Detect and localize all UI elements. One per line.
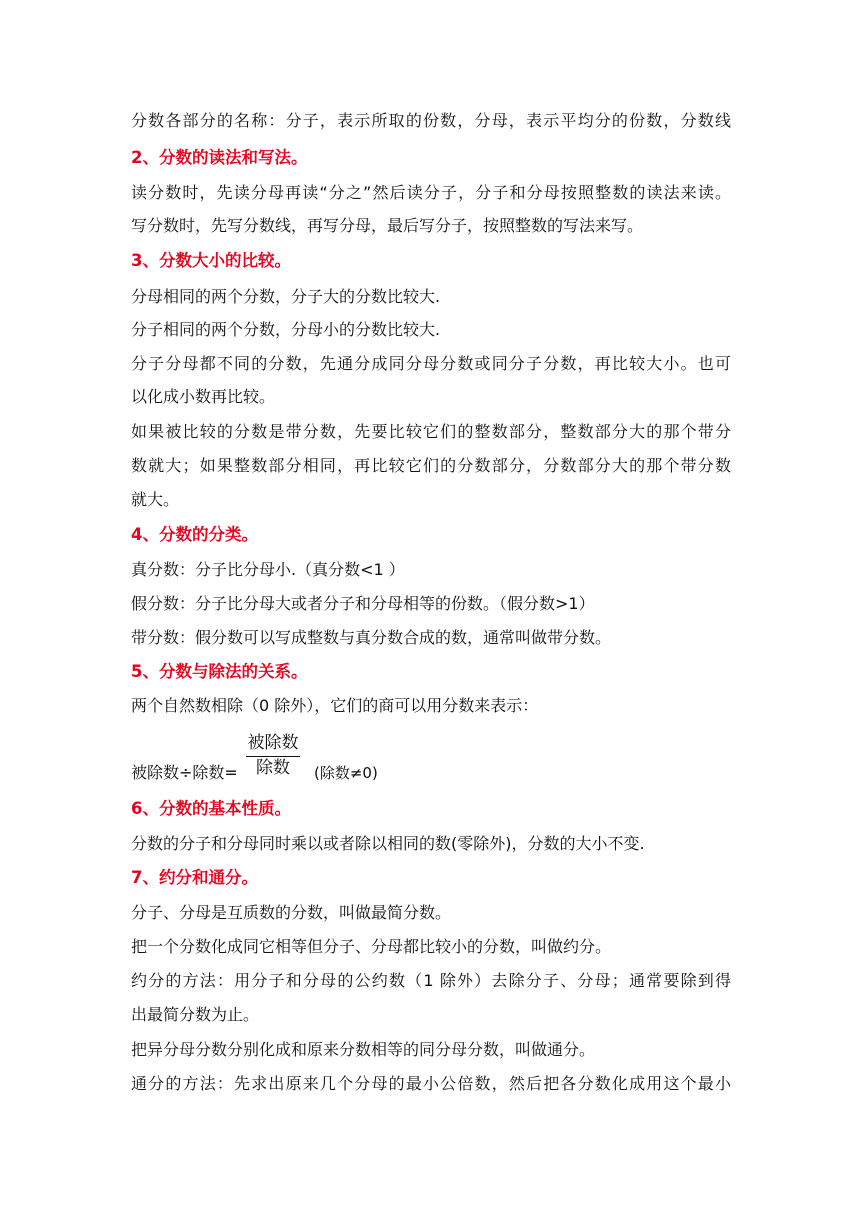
text-line: 带分数：假分数可以写成整数与真分数合成的数，通常叫做带分数。 — [131, 628, 612, 647]
formula-condition: (除数≠0) — [314, 764, 378, 782]
text-line: 假分数：分子比分母大或者分子和分母相等的份数。（假分数>1） — [131, 594, 595, 613]
text-line: 读分数时，先读分母再读“分之”然后读分子，分子和分母按照整数的读法来读。 — [131, 183, 731, 202]
section-heading: 5、分数与除法的关系。 — [131, 662, 308, 681]
text-line: 以化成小数再比较。 — [131, 387, 276, 406]
text-line: 把一个分数化成同它相等但分子、分母都比较小的分数，叫做约分。 — [131, 937, 612, 956]
text-line: 分母相同的两个分数，分子大的分数比较大. — [131, 287, 441, 306]
text-line: 把异分母分数分别化成和原来分数相等的同分母分数，叫做通分。 — [131, 1040, 596, 1059]
text-line: 真分数：分子比分母小.（真分数<1 ） — [131, 560, 405, 579]
fraction-numerator: 被除数 — [247, 733, 299, 753]
text-line: 就大。 — [131, 490, 180, 509]
text-line: 两个自然数相除（0 除外），它们的商可以用分数来表示： — [131, 696, 539, 715]
text-line: 数就大；如果整数部分相同，再比较它们的分数部分，分数部分大的那个带分数 — [131, 456, 731, 475]
text-line: 写分数时，先写分数线，再写分母，最后写分子，按照整数的写法来写。 — [131, 216, 644, 235]
text-line: 分子分母都不同的分数，先通分成同分母分数或同分子分数，再比较大小。也可 — [131, 354, 731, 373]
text-line: 分数各部分的名称：分子，表示所取的份数，分母，表示平均分的份数，分数线 — [131, 111, 731, 130]
text-line: 分数的分子和分母同时乘以或者除以相同的数(零除外)，分数的大小不变. — [131, 834, 645, 853]
text-line: 出最简分数为止。 — [131, 1005, 260, 1024]
section-heading: 2、分数的读法和写法。 — [131, 148, 308, 167]
section-heading: 4、分数的分类。 — [131, 525, 258, 544]
section-heading: 3、分数大小的比较。 — [131, 251, 291, 270]
text-line: 如果被比较的分数是带分数，先要比较它们的整数部分，整数部分大的那个带分 — [131, 422, 731, 441]
section-heading: 6、分数的基本性质。 — [131, 799, 291, 818]
formula-left: 被除数÷除数= — [131, 763, 238, 782]
fraction-denominator: 除数 — [256, 758, 290, 778]
text-line: 分子、分母是互质数的分数，叫做最简分数。 — [131, 903, 452, 922]
text-line: 通分的方法：先求出原来几个分母的最小公倍数，然后把各分数化成用这个最小 — [131, 1074, 731, 1093]
section-heading: 7、约分和通分。 — [131, 868, 258, 887]
text-line: 约分的方法：用分子和分母的公约数（1 除外）去除分子、分母；通常要除到得 — [131, 971, 731, 990]
text-line: 分子相同的两个分数，分母小的分数比较大. — [131, 320, 441, 339]
